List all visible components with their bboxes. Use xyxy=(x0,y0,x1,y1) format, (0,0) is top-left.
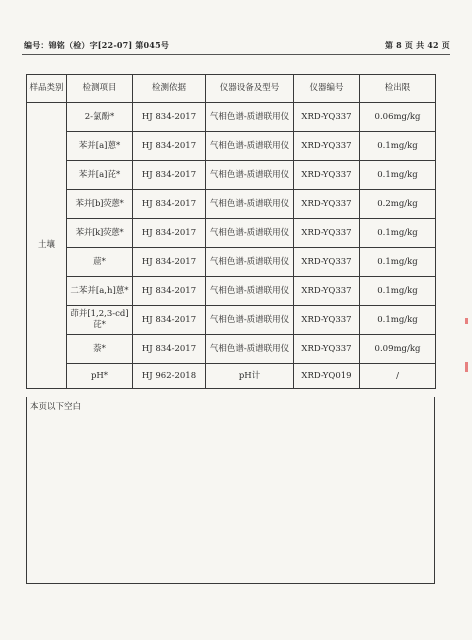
detection-limit-cell: 0.1mg/kg xyxy=(360,277,436,306)
edge-stain-mark xyxy=(465,362,468,372)
table-row xyxy=(27,364,436,389)
sample-category-cell: 土壤 xyxy=(27,103,67,389)
column-header-basis: 检测依据 xyxy=(133,75,206,103)
table-row xyxy=(27,306,436,335)
table-row xyxy=(27,248,436,277)
instrument-cell: 气相色谱-质谱联用仪 xyxy=(206,277,294,306)
instrument-no-cell: XRD-YQ337 xyxy=(294,219,360,248)
detection-limit-cell: 0.2mg/kg xyxy=(360,190,436,219)
basis-cell: HJ 834-2017 xyxy=(133,277,206,306)
detection-limit-cell: 0.1mg/kg xyxy=(360,248,436,277)
table-row xyxy=(27,335,436,364)
instrument-no-cell: XRD-YQ337 xyxy=(294,277,360,306)
table-row xyxy=(27,277,436,306)
test-item-cell: 萘* xyxy=(67,335,133,364)
blank-area-frame xyxy=(26,397,435,584)
instrument-cell: 气相色谱-质谱联用仪 xyxy=(206,306,294,335)
basis-cell: HJ 834-2017 xyxy=(133,132,206,161)
instrument-cell: 气相色谱-质谱联用仪 xyxy=(206,335,294,364)
blank-below-note: 本页以下空白 xyxy=(30,402,82,412)
instrument-cell: 气相色谱-质谱联用仪 xyxy=(206,219,294,248)
instrument-no-cell: XRD-YQ337 xyxy=(294,190,360,219)
instrument-no-cell: XRD-YQ337 xyxy=(294,132,360,161)
basis-cell: HJ 834-2017 xyxy=(133,219,206,248)
column-header-sample-category: 样品类别 xyxy=(27,75,67,103)
test-item-cell: pH* xyxy=(67,364,133,389)
basis-cell: HJ 834-2017 xyxy=(133,190,206,219)
test-item-cell: 2-氯酚* xyxy=(67,103,133,132)
instrument-no-cell: XRD-YQ337 xyxy=(294,103,360,132)
edge-stain-mark xyxy=(465,318,468,324)
detection-limit-cell: 0.1mg/kg xyxy=(360,306,436,335)
instrument-cell: pH计 xyxy=(206,364,294,389)
header-rule xyxy=(22,54,450,55)
basis-cell: HJ 834-2017 xyxy=(133,103,206,132)
detection-limit-cell: / xyxy=(360,364,436,389)
test-item-cell: 苯并[b]荧蒽* xyxy=(67,190,133,219)
column-header-instrument: 仪器设备及型号 xyxy=(206,75,294,103)
basis-cell: HJ 834-2017 xyxy=(133,161,206,190)
detection-limit-cell: 0.1mg/kg xyxy=(360,132,436,161)
table-row xyxy=(27,132,436,161)
instrument-no-cell: XRD-YQ019 xyxy=(294,364,360,389)
table-row xyxy=(27,103,436,132)
basis-cell: HJ 962-2018 xyxy=(133,364,206,389)
detection-limit-cell: 0.1mg/kg xyxy=(360,161,436,190)
table-header-row xyxy=(27,75,436,103)
table-row xyxy=(27,219,436,248)
instrument-no-cell: XRD-YQ337 xyxy=(294,248,360,277)
detection-limit-cell: 0.1mg/kg xyxy=(360,219,436,248)
basis-cell: HJ 834-2017 xyxy=(133,306,206,335)
test-items-table xyxy=(26,74,436,389)
instrument-no-cell: XRD-YQ337 xyxy=(294,161,360,190)
detection-limit-cell: 0.06mg/kg xyxy=(360,103,436,132)
instrument-no-cell: XRD-YQ337 xyxy=(294,335,360,364)
test-item-cell: 苯并[k]荧蒽* xyxy=(67,219,133,248)
detection-limit-cell: 0.09mg/kg xyxy=(360,335,436,364)
table-row xyxy=(27,190,436,219)
instrument-cell: 气相色谱-质谱联用仪 xyxy=(206,103,294,132)
instrument-cell: 气相色谱-质谱联用仪 xyxy=(206,161,294,190)
test-item-cell: 茚并[1,2,3-cd]芘* xyxy=(67,306,133,335)
instrument-cell: 气相色谱-质谱联用仪 xyxy=(206,248,294,277)
instrument-cell: 气相色谱-质谱联用仪 xyxy=(206,190,294,219)
test-item-cell: 䓛* xyxy=(67,248,133,277)
column-header-detection-limit: 检出限 xyxy=(360,75,436,103)
instrument-no-cell: XRD-YQ337 xyxy=(294,306,360,335)
basis-cell: HJ 834-2017 xyxy=(133,248,206,277)
page-number: 第 8 页 共 42 页 xyxy=(384,40,450,50)
instrument-cell: 气相色谱-质谱联用仪 xyxy=(206,132,294,161)
basis-cell: HJ 834-2017 xyxy=(133,335,206,364)
column-header-test-item: 检测项目 xyxy=(67,75,133,103)
test-item-cell: 二苯并[a,h]蒽* xyxy=(67,277,133,306)
document-number: 编号：锦铭（检）字[22-07] 第045号 xyxy=(24,40,170,50)
test-item-cell: 苯并[a]蒽* xyxy=(67,132,133,161)
column-header-instrument-no: 仪器编号 xyxy=(294,75,360,103)
test-item-cell: 苯并[a]芘* xyxy=(67,161,133,190)
table-row xyxy=(27,161,436,190)
